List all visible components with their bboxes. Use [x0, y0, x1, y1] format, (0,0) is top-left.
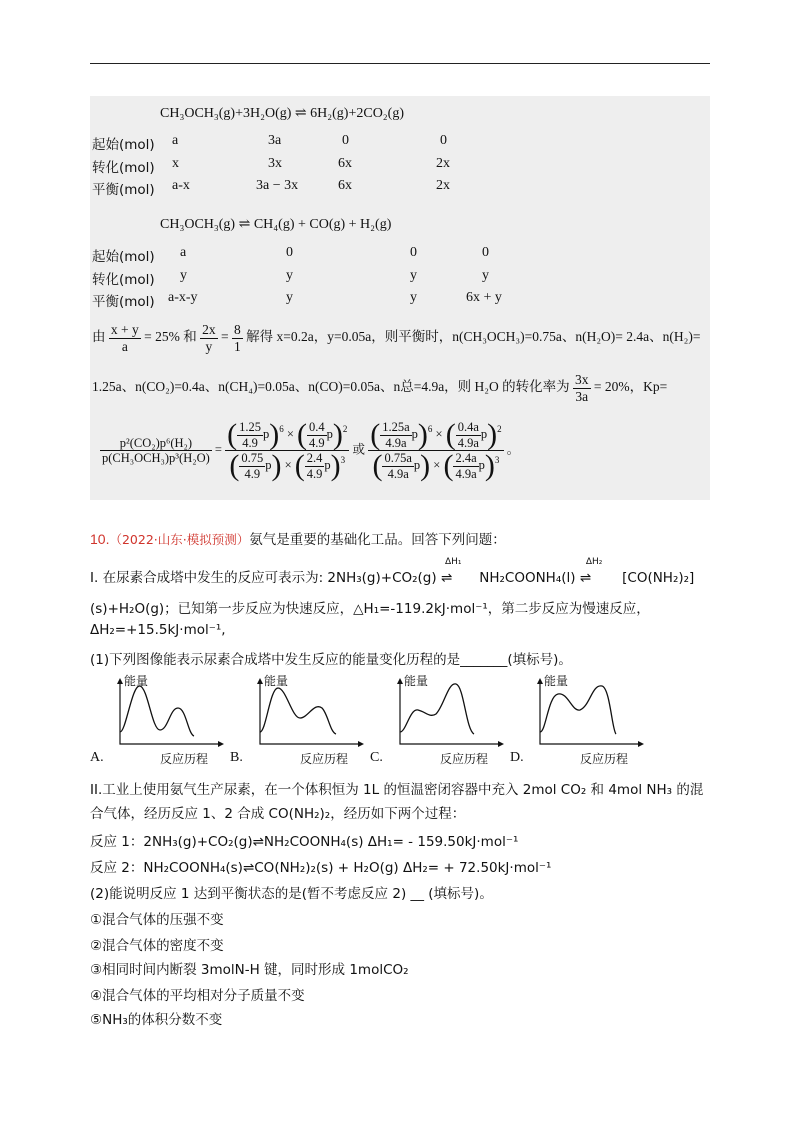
exponent: 2 [342, 423, 348, 434]
question-source: （2022·山东·模拟预测） [109, 532, 250, 547]
text-segment: = 25% 和 [144, 329, 197, 345]
axes [400, 680, 502, 744]
question-intro: 氨气是重要的基础化工品。回答下列问题： [249, 532, 506, 548]
x-axis-arrow-icon [498, 741, 504, 747]
x-axis-arrow-icon [218, 741, 224, 747]
table-cell: 0 [440, 133, 447, 148]
period: 。 [506, 442, 520, 457]
equation-1: CH₃OCH₃(g)+3H₂O(g) ⇌ 6H₂(g)+2CO₂(g) [160, 106, 405, 121]
table-cell: a-x [172, 178, 190, 193]
energy-diagram-svg [112, 674, 232, 754]
table-row-label: 平衡(mol) [92, 294, 155, 310]
fraction-denominator: p(CH₃OCH₃)p³(H₂O) [102, 451, 210, 465]
fraction-numerator: 2x [202, 322, 216, 337]
table-cell: 0 [286, 245, 293, 260]
energy-curve [540, 686, 616, 734]
table-cell: 6x + y [466, 290, 502, 305]
table-cell: 6x [338, 156, 352, 171]
value: 0.75a [384, 451, 412, 466]
reaction-arrow-2: ΔH₂ ⇌ [579, 557, 603, 586]
reaction-1: 反应 1：2NH₃(g)+CO₂(g)⇌NH₂COONH₄(s) ΔH₁= - 159.50kJ·mol⁻¹ [90, 834, 519, 850]
value: 2.4a [455, 451, 477, 466]
table-row-label: 平衡(mol) [92, 182, 155, 198]
table-cell: x [172, 156, 179, 171]
table-cell: y [180, 268, 187, 283]
equals-sign: = [220, 329, 229, 345]
paragraph-5: 合气体，经历反应 1、2 合成 CO(NH₂)₂，经历如下两个过程： [90, 806, 466, 822]
table-row-label: 起始(mol) [92, 249, 155, 265]
text-segment: [CO(NH₂)₂] [622, 570, 695, 586]
table-cell: 2x [436, 178, 450, 193]
solution-line-1 [92, 322, 700, 354]
x-axis-arrow-icon [358, 741, 364, 747]
table-cell: y [410, 290, 417, 305]
table-cell: a [180, 245, 187, 260]
value: p [324, 457, 331, 472]
text-segment: NH₂COONH₄(l) [479, 570, 576, 586]
option-1: ①混合气体的压强不变 [90, 912, 224, 928]
question-number: 10. [90, 531, 110, 547]
fraction-numerator: 8 [233, 322, 241, 337]
table-row-label: 转化(mol) [92, 272, 155, 288]
energy-diagram-d [510, 672, 640, 764]
question-2: (2)能说明反应 1 达到平衡状态的是(暂不考虑反应 2) __ (填标号)。 [90, 886, 493, 902]
text-segment: = 20%，Kp= [593, 379, 668, 395]
table-cell: a [172, 133, 179, 148]
value: p [480, 426, 488, 441]
fraction-numerator: p²(CO₂)p⁶(H₂) [100, 436, 212, 451]
energy-diagram-svg [392, 674, 512, 754]
value: 2.4 [306, 451, 323, 466]
value: 0.4 [309, 420, 325, 435]
option-letter: C. [370, 750, 383, 765]
x-axis-label: 反应历程 [440, 752, 489, 766]
energy-curve [400, 684, 474, 734]
fraction-xy-over-a [109, 322, 141, 354]
table-cell: y [286, 290, 293, 305]
value: 4.9 [309, 435, 325, 450]
table-row-label: 转化(mol) [92, 160, 155, 176]
fraction-numerator: 3x [575, 372, 589, 387]
table-cell: y [482, 268, 489, 283]
value: 4.9a [457, 435, 479, 450]
table-cell: 3a [268, 133, 282, 148]
fraction-3x-over-3a [573, 372, 591, 404]
kp-fraction-b: ( $\frac{1.25a}{4.9a}$ p)$^6$ × ( $\frac{0.4a}{4.9a}$ p)$^2$ ( $\frac{0.75a}{4.9a}$ p) × ( $\frac{2.4a}{4.9a}$ p)$^3$ [370, 418, 502, 482]
y-axis-label: 能量 [404, 674, 429, 688]
energy-diagram-c [370, 672, 500, 764]
option-letter: A. [90, 750, 104, 765]
value: p [413, 457, 421, 472]
kp-expression: $\frac{\text{p²(CO₂)p⁶(H₂)}}{\text{p(CH₃OCH₃)p³(H₂O)}}$ = ( $\frac{1.25}{4.9}$ p)$^6$ × ( $\frac{0.4}{4.9}$ p)$^2$ ( $\frac{0.75}{4.9}$ p) × ( $\frac{2.4}{4.9}$ p)$^3$ 或 ( $\frac{1.25a}{4.9a}$ p)$^6$ × ( $\frac{0.4a}{4.9a}$ p)$^2$ ( $\frac{0.75a}{4.9a}$ p) × ( $\frac{2.4a}{4.9a}$ p)$^3$ 。 [102, 418, 520, 482]
y-axis-arrow-icon [257, 678, 263, 684]
value: 0.75 [241, 451, 264, 466]
value: 1.25a [382, 420, 410, 435]
energy-diagram-b [230, 672, 360, 764]
value: 4.9a [455, 466, 477, 481]
value: p [326, 426, 333, 441]
paragraph-2: (s)+H₂O(g)；已知第一步反应为快速反应，△H₁=-119.2kJ·mol⁻¹，第二步反应为慢速反应， [90, 601, 650, 617]
energy-curve [260, 688, 336, 734]
paragraph-3: ΔH₂=+15.5kJ·mol⁻¹, [90, 622, 226, 638]
reaction-2: 反应 2：NH₂COONH₄(s)⇌CO(NH₂)₂(s) + H₂O(g) ΔH₂= + 72.50kJ·mol⁻¹ [90, 860, 552, 876]
value: p [262, 426, 270, 441]
kp-definition-fraction [100, 436, 212, 466]
reaction-arrow-1: ΔH₁ ⇌ [440, 557, 462, 586]
kp-fraction-a: ( $\frac{1.25}{4.9}$ p)$^6$ × ( $\frac{0.4}{4.9}$ p)$^2$ ( $\frac{0.75}{4.9}$ p) × ( $\frac{2.4}{4.9}$ p)$^3$ [227, 418, 348, 482]
fraction-numerator: x + y [110, 322, 139, 337]
y-axis-arrow-icon [117, 678, 123, 684]
option-2: ②混合气体的密度不变 [90, 938, 224, 954]
value: 4.9 [306, 466, 323, 481]
text-segment: 1.25a、n(CO₂)=0.4a、n(CH₄)=0.05a、n(CO)=0.05a、n总=4.9a，则 H₂O 的转化率为 [92, 379, 570, 395]
x-axis-label: 反应历程 [160, 752, 209, 766]
x-axis-label: 反应历程 [580, 752, 629, 766]
value: p [411, 426, 418, 441]
text-segment: I. 在尿素合成塔中发生的反应可表示为: 2NH₃(g)+CO₂(g) [90, 570, 437, 586]
y-axis-label: 能量 [264, 674, 289, 688]
equation-2: CH₃OCH₃(g) ⇌ CH₄(g) + CO(g) + H₂(g) [160, 217, 392, 232]
value: 4.9a [387, 466, 409, 481]
exponent: 2 [497, 423, 502, 434]
exponent: 3 [340, 454, 346, 465]
fraction-denominator: a [121, 338, 128, 354]
fraction-denominator: y [205, 338, 213, 354]
question-1: (1)下列图像能表示尿素合成塔中发生反应的能量变化历程的是_______(填标号)。 [90, 652, 572, 668]
table-cell: 0 [482, 245, 489, 260]
energy-diagram-a [90, 672, 220, 764]
fraction-8-over-1 [232, 322, 243, 354]
y-axis-label: 能量 [544, 674, 569, 688]
or-text: 或 [352, 442, 366, 457]
table-row-label: 起始(mol) [92, 137, 155, 153]
option-4: ④混合气体的平均相对分子质量不变 [90, 988, 305, 1004]
question-header [90, 528, 506, 549]
energy-diagram-svg [532, 674, 652, 754]
table-cell: a-x-y [168, 290, 198, 305]
option-letter: D. [510, 750, 524, 765]
paragraph-4: II.工业上使用氨气生产尿素，在一个体积恒为 1L 的恒温密闭容器中充入 2mol CO₂ 和 4mol NH₃ 的混 [90, 782, 704, 798]
x-axis-arrow-icon [638, 741, 644, 747]
value: 4.9a [385, 435, 407, 450]
arrow-label: ΔH₂ [585, 557, 603, 567]
y-axis-arrow-icon [397, 678, 403, 684]
value: p [478, 457, 485, 472]
text-segment: 解得 x=0.2a，y=0.05a，则平衡时，n(CH₃OCH₃)=0.75a、n(H₂O)= 2.4a、n(H₂)= [246, 329, 701, 345]
value: 1.25 [239, 420, 261, 435]
option-3: ③相同时间内断裂 3molN-H 键，同时形成 1molCO₂ [90, 962, 409, 978]
table-cell: 0 [410, 245, 417, 260]
paragraph-1 [90, 557, 695, 586]
fraction-denominator: 3a [575, 388, 589, 404]
table-cell: 3a − 3x [256, 178, 299, 193]
header-rule [90, 63, 710, 64]
prefix-text: 由 [92, 329, 106, 345]
table-cell: 6x [338, 178, 352, 193]
energy-diagram-svg [252, 674, 372, 754]
exponent: 3 [494, 454, 500, 465]
table-cell: y [410, 268, 417, 283]
table-cell: y [286, 268, 293, 283]
value: 4.9 [242, 435, 258, 450]
x-axis-label: 反应历程 [300, 752, 349, 766]
y-axis-label: 能量 [124, 674, 149, 688]
arrow-label: ΔH₁ [444, 557, 462, 567]
value: 0.4a [457, 420, 479, 435]
axes [540, 680, 642, 744]
table-cell: 2x [436, 156, 450, 171]
option-5: ⑤NH₃的体积分数不变 [90, 1012, 223, 1028]
exponent: 6 [427, 423, 433, 434]
option-letter: B. [230, 750, 243, 765]
energy-curve [120, 686, 194, 736]
value: 4.9 [244, 466, 261, 481]
table-cell: 0 [342, 133, 349, 148]
exponent: 6 [279, 423, 284, 434]
solution-line-2 [92, 372, 667, 404]
value: p [265, 457, 272, 472]
fraction-denominator: 1 [233, 338, 241, 354]
table-cell: 3x [268, 156, 282, 171]
y-axis-arrow-icon [537, 678, 543, 684]
fraction-2x-over-y [200, 322, 218, 354]
